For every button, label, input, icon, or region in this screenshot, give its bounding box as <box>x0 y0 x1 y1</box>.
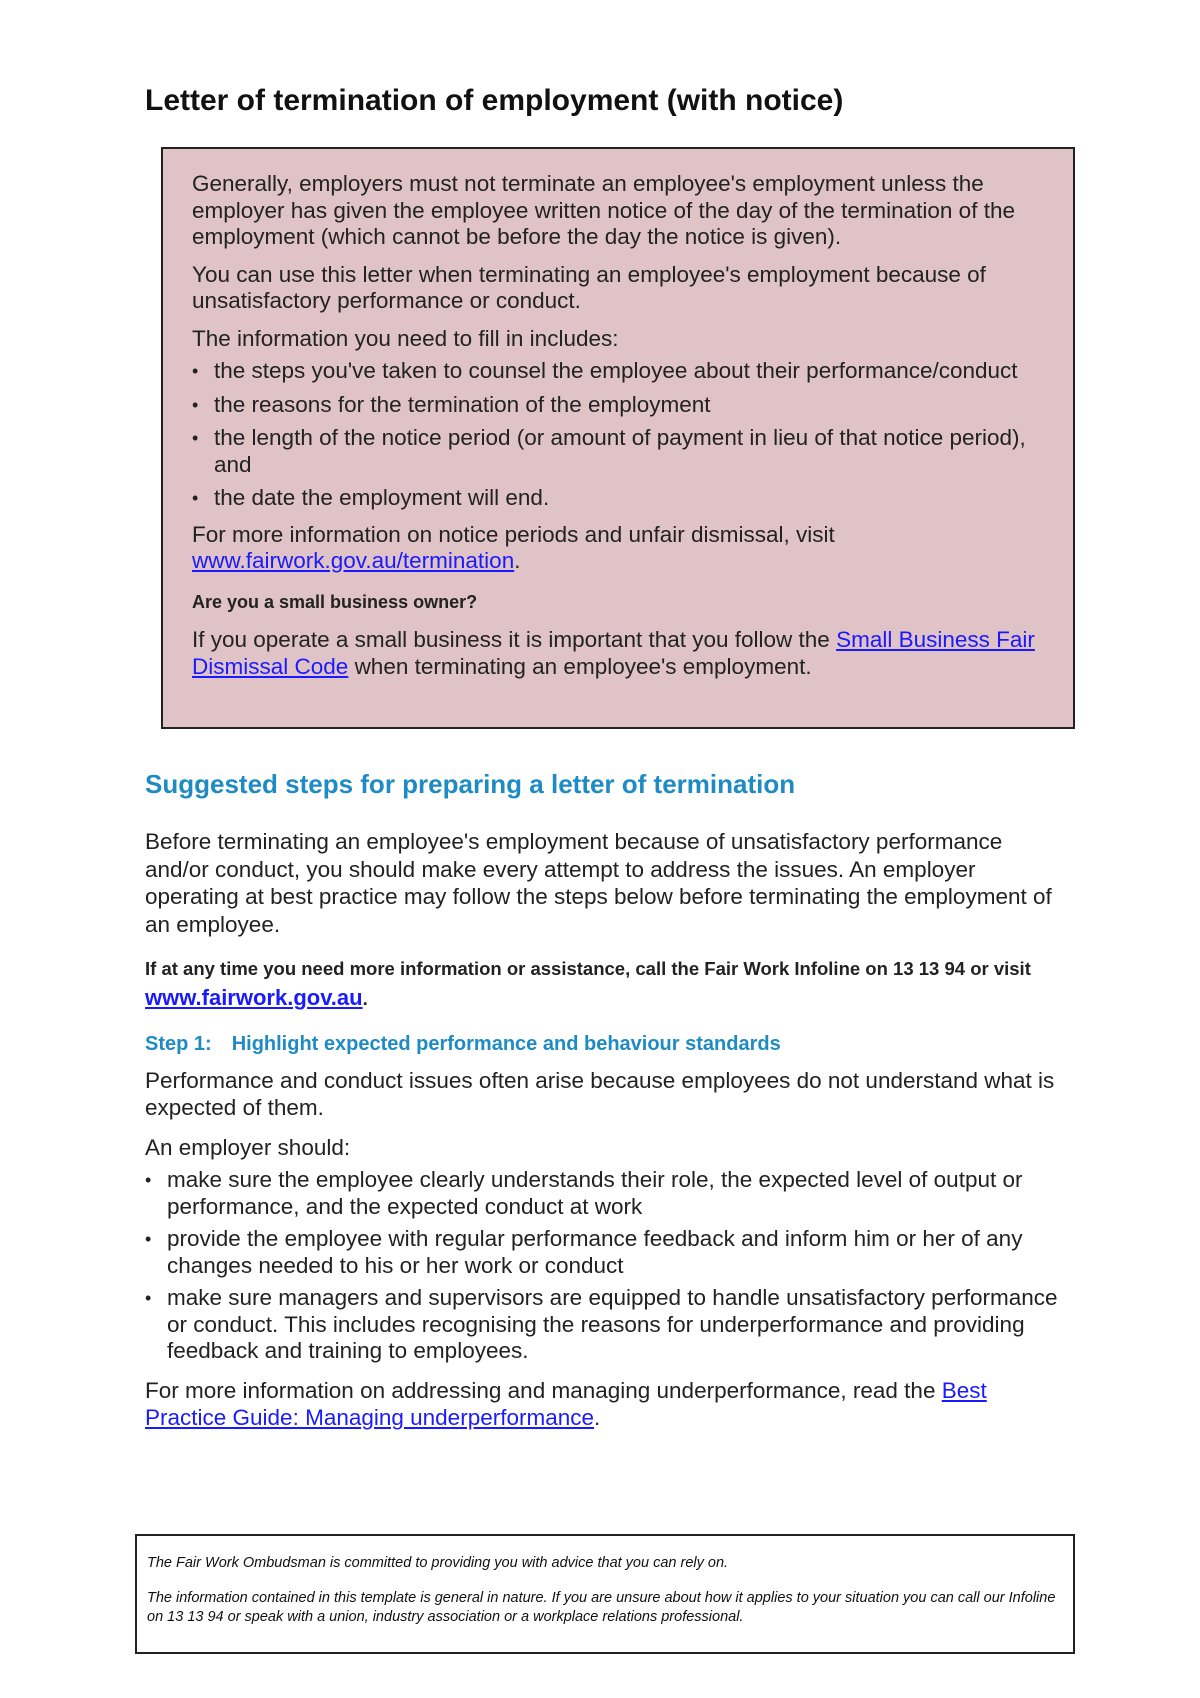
list-item: • the date the employment will end. <box>192 485 1047 512</box>
list-item: • the reasons for the termination of the employment <box>192 392 1047 419</box>
list-item: • the length of the notice period (or amount of payment in lieu of that notice period), and <box>192 425 1047 478</box>
more-info-paragraph <box>192 522 1047 575</box>
page-title: Letter of termination of employment (with notice) <box>145 84 844 117</box>
fill-in-list <box>192 358 1047 512</box>
employer-should: An employer should: <box>145 1134 351 1160</box>
step-1-label: Step 1: <box>145 1033 212 1055</box>
small-business-paragraph <box>192 627 1047 680</box>
best-practice-guide-link[interactable]: Best Practice Guide: Managing underperformance <box>145 1377 987 1430</box>
guide-text: For more information on addressing and managing underperformance, read the <box>145 1377 936 1403</box>
fairwork-link[interactable]: www.fairwork.gov.au <box>145 985 363 1010</box>
disclaimer-line: The information contained in this template is general in nature. If you are unsure about how it applies to your situation you can call our Infoline on 13 13 94 or speak with a union, industry association or a workplace relations professional. <box>147 1590 1056 1625</box>
small-business-suffix: when terminating an employee's employment. <box>354 653 812 679</box>
infoline-note <box>145 954 1065 1013</box>
list-item: • the steps you've taken to counsel the employee about their performance/conduct <box>192 358 1047 385</box>
small-business-question: Are you a small business owner? <box>192 591 478 612</box>
list-item: • provide the employee with regular performance feedback and inform him or her of any changes needed to his or her work or conduct <box>145 1226 1065 1279</box>
notice-paragraph: Generally, employers must not terminate an employee's employment unless the employer has given the employee written notice of the day of the termination of the employment (which cannot be before the day the notice is given). <box>192 171 1015 249</box>
fair-dismissal-code-link[interactable]: Small Business Fair Dismissal Code <box>192 627 1035 679</box>
section-heading: Suggested steps for preparing a letter of termination <box>145 769 796 799</box>
notice-box <box>161 147 1075 729</box>
infoline-suffix: . <box>362 988 368 1009</box>
guide-paragraph <box>145 1377 1065 1432</box>
disclaimer-line: The Fair Work Ombudsman is committed to providing you with advice that you can rely on. <box>147 1555 729 1571</box>
step-1-paragraph: Performance and conduct issues often arise because employees do not understand what is expected of them. <box>145 1067 1055 1120</box>
notice-paragraph: You can use this letter when terminating an employee's employment because of unsatisfactory performance or conduct. <box>192 261 986 313</box>
intro-paragraph: Before terminating an employee's employment because of unsatisfactory performance and/or conduct, you should make every attempt to address the issues. An employer operating at best practice may follow the steps below before terminating the employment of an employee. <box>145 829 1052 937</box>
step-1-title: Highlight expected performance and behaviour standards <box>231 1033 781 1055</box>
more-info-text: For more information on notice periods and unfair dismissal, visit <box>192 521 835 547</box>
step-1-heading <box>145 1031 1065 1059</box>
list-item: • make sure the employee clearly understands their role, the expected level of output or performance, and the expected conduct at work <box>145 1167 1065 1220</box>
infoline-text: If at any time you need more information or assistance, call the Fair Work Infoline on 13 13 94 or visit <box>145 958 1031 979</box>
more-info-suffix: . <box>514 548 521 573</box>
disclaimer-box <box>135 1534 1075 1654</box>
employer-steps-list <box>145 1167 1065 1365</box>
small-business-text: If you operate a small business it is important that you follow the <box>192 627 830 652</box>
termination-link[interactable]: www.fairwork.gov.au/termination <box>192 548 515 573</box>
section-body <box>145 828 1065 1444</box>
notice-paragraph: The information you need to fill in includes: <box>192 325 619 351</box>
list-item: • make sure managers and supervisors are equipped to handle unsatisfactory performance or conduct. This includes recognising the reasons for underperformance and providing feedback and training to employees. <box>145 1285 1065 1365</box>
guide-suffix: . <box>594 1405 601 1430</box>
